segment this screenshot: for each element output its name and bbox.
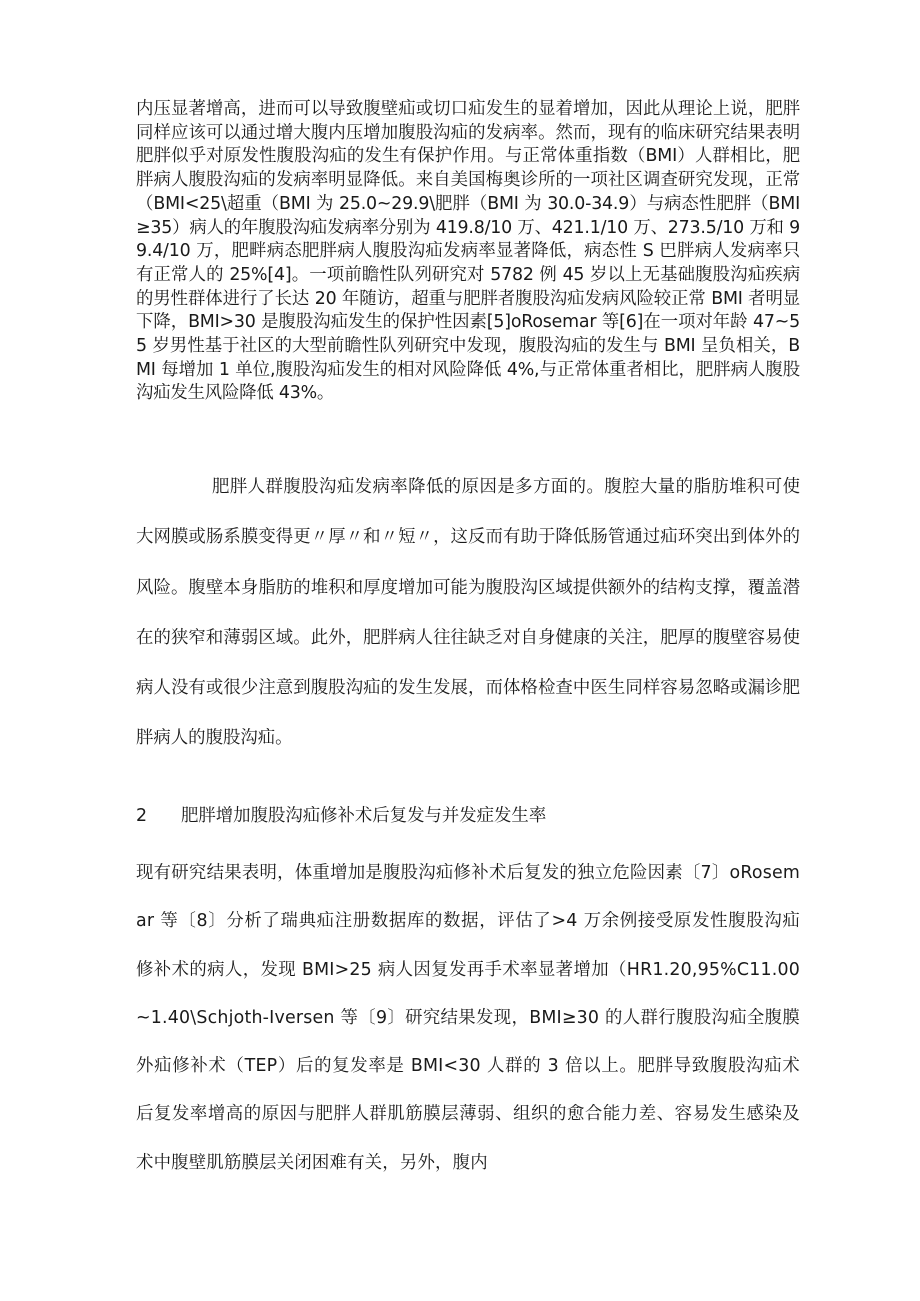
- body-paragraph-reasons: 肥胖人群腹股沟疝发病率降低的原因是多方面的。腹腔大量的脂肪堆积可使大网膜或肠系膜变得更〃厚〃和〃短〃，这反而有助于降低肠管通过疝环突出到体外的风险。腹壁本身脂肪的堆积和厚度增加可能为腹股沟区域提供额外的结构支撑，覆盖潜在的狭窄和薄弱区域。此外，肥胖病人往往缺乏对自身健康的关注，肥厚的腹壁容易使病人没有或很少注意到腹股沟疝的发生发展，而体格检查中医生同样容易忽略或漏诊肥胖病人的腹股沟疝。: [136, 477, 800, 749]
- body-paragraph-recurrence: 现有研究结果表明，体重增加是腹股沟疝修补术后复发的独立危险因素〔7〕oRosemar 等〔8〕分析了瑞典疝注册数据库的数据，评估了>4 万余例接受原发性腹股沟疝修补术的病人，发现 BMI>25 病人因复发再手术率显著增加（HR1.20,95%C11.00~1.40\Schjoth-Iversen 等〔9〕研究结果发现，BMI≥30 的人群行腹股沟疝全腹膜外疝修补术（TEP）后的复发率是 BMI<30 人群的 3 倍以上。肥胖导致腹股沟疝术后复发率增高的原因与肥胖人群肌筋膜层薄弱、组织的愈合能力差、容易发生感染及术中腹壁肌筋膜层关闭困难有关，另外，腹内: [136, 863, 800, 1173]
- body-paragraph-obesity-protective-effect: 内压显著增高，进而可以导致腹壁疝或切口疝发生的显着增加，因此从理论上说，肥胖同样应该可以通过增大腹内压增加腹股沟疝的发病率。然而，现有的临床研究结果表明肥胖似乎对原发性腹股沟疝的发生有保护作用。与正常体重指数（BMI）人群相比，肥胖病人腹股沟疝的发病率明显降低。来自美国梅奥诊所的一项社区调查研究发现，正常（BMI<25\超重（BMI 为 25.0~29.9\肥胖（BMI 为 30.0-34.9）与病态性肥胖（BMI≥35）病人的年腹股沟疝发病率分别为 419.8/10 万、421.1/10 万、273.5/10 万和 99.4/10 万，肥畔病态肥胖病人腹股沟疝发病率显著降低，病态性 S 巴胖病人发病率只有正常人的 25%[4]。一项前瞻性队列研究对 5782 例 45 岁以上无基础腹股沟疝疾病的男性群体进行了长达 20 年随访，超重与肥胖者腹股沟疝发病风险较正常 BMI 者明显下降，BMI>30 是腹股沟疝发生的保护性因素[5]oRosemar 等[6]在一项对年龄 47~55 岁男性基于社区的大型前瞻性队列研究中发现，腹股沟疝的发生与 BMI 呈负相关，BMI 每增加 1 单位,腹股沟疝发生的相对风险降低 4%,与正常体重者相比，肥胖病人腹股沟疝发生风险降低 43%。: [136, 99, 800, 404]
- section-title: 肥胖增加腹股沟疝修补术后复发与并发症发生率: [181, 806, 547, 826]
- section-heading: [136, 803, 800, 829]
- section-number: 2: [136, 806, 148, 826]
